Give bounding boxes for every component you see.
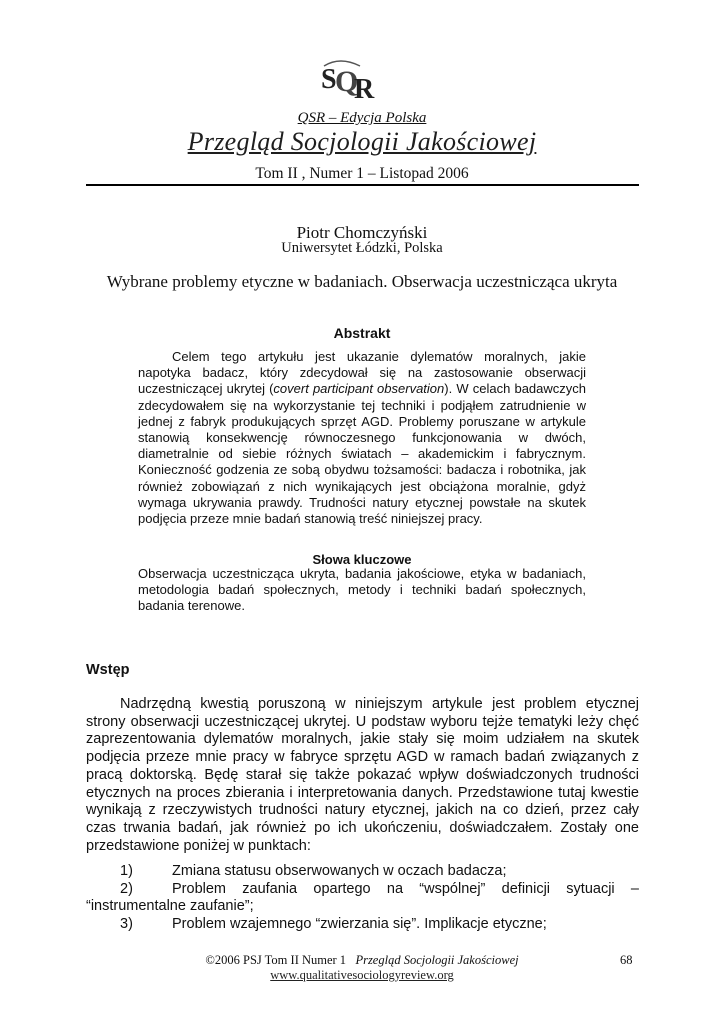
issue-info: Tom II , Numer 1 – Listopad 2006 (255, 165, 469, 182)
abstract-text-part: ). W celach badawczych zdecydowałem się na wykorzystanie tej techniki i podjąłem zatrudnienie w jednej z fabryk produkujących sprzęt AGD. Problemy poruszane w artykule stanowią konsekwencję równoczesnego funkcjonowania w dwóch, diametralnie od siebie różnych światach – akademickim i fabrycznym. Konieczność godzenia ze sobą obydwu tożsamości: badacza i robotnika, jak również zobowiązań z nich wynikających jest obciążona moralnie, gdyż wymaga ukrywania prawdy. Trudności natury etycznej powstałe na skutek podjęcia przeze mnie badań stanowią treść niniejszej pracy. (138, 381, 586, 527)
journal-logo (320, 58, 380, 106)
abstract-text-italic: covert participant observation (273, 381, 445, 397)
list-item (86, 881, 639, 916)
keywords-heading: Słowa kluczowe (312, 552, 412, 567)
introduction-paragraph: Nadrzędną kwestią poruszoną w niniejszym artykule jest problem etycznej strony obserwacji uczestniczącej ukrytej. U podstaw wyboru tejże tematyki leży chęć zaprezentowania dylematów moralnych, jakie stały się moim udziałem na skutek podjęcia przeze mnie pracy w fabryce sprzętu AGD w ramach badań związanych z pracą doktorską. Będę starał się także pokazać wpływ doświadczonych trudności etycznych na proces zbierania i interpretowania danych. Przedstawione tutaj kwestie wynikają z rzeczywistych trudności natury etycznej, jakich na co dzień, przez cały czas trwania badań, jak również po ich ukończeniu, doświadczałem. Zostały one przedstawione poniżej w punktach: (86, 696, 639, 854)
abstract-text-part: Celem tego artykułu jest ukazanie dylematów moralnych, jakie napotyka badacz, który zdecydował się na zastosowanie obserwacji uczestniczącej ukrytej ( (138, 349, 586, 397)
list-item (86, 863, 639, 881)
footer-copyright: ©2006 PSJ Tom II Numer 1 (205, 953, 347, 967)
list-item-text: Problem wzajemnego “zwierzania się”. Implikacje etyczne; (172, 916, 547, 933)
logo-letter-s: S (321, 64, 337, 95)
footer-url-link[interactable]: www.qualitativesociologyreview.org (270, 968, 454, 982)
logo-letter-q: Q (335, 65, 359, 98)
list-item-number: 2) (120, 880, 133, 897)
abstract-heading: Abstrakt (333, 325, 391, 341)
section-heading-introduction: Wstęp (86, 662, 130, 678)
list-item (86, 916, 639, 934)
list-item-text: Problem zaufania opartego na “wspólnej” definicji sytuacji – “instrumentalne zaufanie”; (86, 880, 639, 915)
footer-journal-name: Przegląd Socjologii Jakościowej (355, 953, 519, 967)
header-divider (86, 184, 639, 186)
list-item-number: 3) (120, 916, 133, 933)
list-item-text: Zmiana statusu obserwowanych w oczach badacza; (172, 863, 507, 879)
logo-letter-r: R (354, 74, 375, 105)
article-title: Wybrane problemy etyczne w badaniach. Obserwacja uczestnicząca ukryta (106, 272, 618, 291)
point-list (86, 863, 639, 934)
journal-title: Przegląd Socjologii Jakościowej (187, 127, 537, 156)
list-item-number: 1) (120, 863, 133, 879)
author-name: Piotr Chomczyński (296, 223, 428, 242)
footer-citation (0, 953, 724, 968)
abstract-text (138, 349, 586, 527)
page-number: 68 (620, 953, 633, 967)
journal-subtitle: QSR – Edycja Polska (297, 110, 427, 126)
keywords-text: Obserwacja uczestnicząca ukryta, badania jakościowe, etyka w badaniach, metodologia badań społecznych, metody i techniki badań społecznych, badania terenowe. (138, 566, 586, 614)
author-affiliation: Uniwersytet Łódzki, Polska (281, 240, 443, 256)
introduction-body (86, 696, 639, 855)
